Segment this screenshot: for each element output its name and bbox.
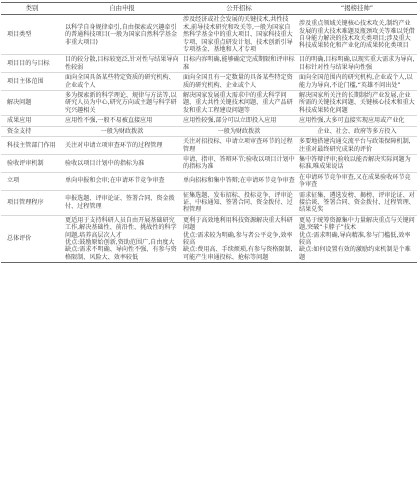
- public-bidding-cell: 关注对招投标、申请立项审查环节的过程管理: [181, 137, 297, 155]
- cell-paragraph: 缺点:费用高、手续烦琐,有参与资格限制,可能产生串通投标、抢标等问题: [183, 246, 293, 261]
- jiebang-guashuai-cell: 涉及重点领域关键核心技术攻关,制约产业发展的重大技术难题及瓶颈攻关等难以凭借自身能力解决的技术攻关类项目;涉及重大科技成果转化和产业化的成果转化类项目: [297, 15, 417, 55]
- row-category: 总体评价: [1, 215, 63, 262]
- header-jiebang-guashuai: “揭榜挂帅”: [297, 3, 417, 15]
- table-row: [1, 55, 417, 73]
- table-row: [1, 73, 417, 91]
- table-row: [1, 126, 417, 136]
- public-bidding-cell: 征集选题、发布招标、投标竞争、评审论证、中标通知、签署合同、资金拨付、过程管理: [181, 190, 297, 215]
- free-application-cell: 验收以项目计划中的指标为准: [63, 154, 181, 172]
- free-application-cell: 单向申报和会审;在申请环节竞争审查: [63, 172, 181, 190]
- public-bidding-cell: 一般为财政拨款: [181, 126, 297, 136]
- header-public-bidding: 公开招标: [181, 3, 297, 15]
- row-category: 项目类型: [1, 15, 63, 55]
- table-row: [1, 137, 417, 155]
- public-bidding-cell: 解决国家发展重大需求中的重大科学问题、重大共性关键技术问题、重大产品研发和重大工程建设问题等: [181, 91, 297, 116]
- cell-paragraph: 更利于高效地利用科技资源解决重大科研问题: [183, 216, 293, 232]
- table-row: [1, 154, 417, 172]
- table-row: [1, 190, 417, 215]
- row-category: 科技主管部门作用: [1, 137, 63, 155]
- public-bidding-cell: 面向全国且有一定数量的具备某些特定资质的研究机构、企业或个人: [181, 73, 297, 91]
- row-category: 资金支持: [1, 126, 63, 136]
- jiebang-guashuai-cell: 解决国家所关注的长期制约产业发展,企业所需的关键技术问题、关键核心技术和重大科技成果转化问题: [297, 91, 417, 116]
- free-application-cell: 一般为财政拨款: [63, 126, 181, 136]
- jiebang-guashuai-cell: 面向全国范围内的研究机构,企业或个人,以能力为导向,不论门槛,“英雄不问出处”: [297, 73, 417, 91]
- row-category: 解决问题: [1, 91, 63, 116]
- header-free-application: 自由申报: [63, 3, 181, 15]
- public-bidding-cell: 涉及经济或社会发展的关键技术,共性技术,前导技术研究和攻关等,一般为国家自然科学基金中的重大项目、国家科技重大专项、国家重点研发计划、技术创新引导专项基金、基地和人才专项: [181, 15, 297, 55]
- cell-paragraph: 缺点:需求不明确、导向性不强、有参与资格限制、风险大、效率较低: [65, 246, 177, 261]
- cell-paragraph: 更易于统筹资源集中力量解决重点与关键问题,突破“卡脖子”技术: [299, 216, 415, 232]
- table-row: [1, 172, 417, 190]
- table-header: [1, 3, 417, 15]
- cell-paragraph: 更适用于支持科研人员自由开展基础研究工作,解决基础性、前沿性、挑战性的科学问题,培养高层次人才: [65, 216, 177, 239]
- public-bidding-cell: [181, 215, 297, 262]
- header-category: 类别: [1, 3, 63, 15]
- comparison-table: [1, 2, 417, 263]
- public-bidding-cell: 应用性较强,部分可以立即投入应用: [181, 116, 297, 126]
- header-row: [1, 3, 417, 15]
- jiebang-guashuai-cell: [297, 215, 417, 262]
- table-body: [1, 15, 417, 263]
- row-category: 项目目的与目标: [1, 55, 63, 73]
- table-row: [1, 116, 417, 126]
- public-bidding-cell: 目标内容明确,能够确定完成期限和评审标准: [181, 55, 297, 73]
- table-row: [1, 15, 417, 55]
- table-row: [1, 91, 417, 116]
- cell-paragraph: 缺点:如何设置有效的激励约束机制是个难题: [299, 246, 411, 261]
- free-application-cell: 以科学自身规律牵引,自由探索或兴趣牵引的普通科技项目(一般为国家自然科学基金非重大项目): [63, 15, 181, 55]
- jiebang-guashuai-cell: 目的明确,目标明确,以现实重大需求为导向,目标针对性与结果导向性强: [297, 55, 417, 73]
- free-application-cell: 面向全国具备某些特定资质的研究机构、企业或个人: [63, 73, 181, 91]
- jiebang-guashuai-cell: 集中答辩评审;验收以能否解决实际问题为标准,唯成果说话: [297, 154, 417, 172]
- row-category: 立项: [1, 172, 63, 190]
- free-application-cell: 目的较分散,目标较宽泛,针对性与结果导向性较弱: [63, 55, 181, 73]
- jiebang-guashuai-cell: 企业、社会、政府等多方投入: [297, 126, 417, 136]
- free-application-cell: 应用性不强,一般不易被直接应用: [63, 116, 181, 126]
- jiebang-guashuai-cell: 需求征集、遴选发榜、揭榜、评审论证、对接洽谈、签署合同、资金拨付、过程管理、结果兑奖: [297, 190, 417, 215]
- cell-paragraph: 优点:需求较为明确,参与者公平竞争,效率较高: [183, 231, 293, 246]
- row-category: 验收评审机制: [1, 154, 63, 172]
- free-application-cell: 申报选题、评审论证、签署合同、资金拨付、过程管理: [63, 190, 181, 215]
- jiebang-guashuai-cell: 应用性强,大多可直接实现应用或产业化: [297, 116, 417, 126]
- cell-paragraph: 优点:鼓励原始创新,资助范围广,自由度大: [65, 238, 175, 246]
- row-category: 项目管理程序: [1, 190, 63, 215]
- cell-paragraph: 优点:需求明确,导向精准,参与门槛低,效率较高: [299, 231, 411, 246]
- free-application-cell: 多为探索新的科学理论、规律与方法等,以研究人员为中心,研究方向或主题与科学研究兴趣相关: [63, 91, 181, 116]
- free-application-cell: [63, 215, 181, 262]
- public-bidding-cell: 申请、指审、答辩环节;验收以项目计划中的指标为准: [181, 154, 297, 172]
- public-bidding-cell: 单向招标和集中答辩;在申请环节竞争审查: [181, 172, 297, 190]
- table-row: [1, 215, 417, 262]
- jiebang-guashuai-cell: 多要地搭建沟通交流平台与政策保障机制,注重对最终研究成果的评价: [297, 137, 417, 155]
- row-category: 成果应用: [1, 116, 63, 126]
- free-application-cell: 关注对申请立项审查环节的过程管理: [63, 137, 181, 155]
- jiebang-guashuai-cell: 在申请环节竞争审查,又在成果验收环节竞争审查: [297, 172, 417, 190]
- row-category: 项目主体范围: [1, 73, 63, 91]
